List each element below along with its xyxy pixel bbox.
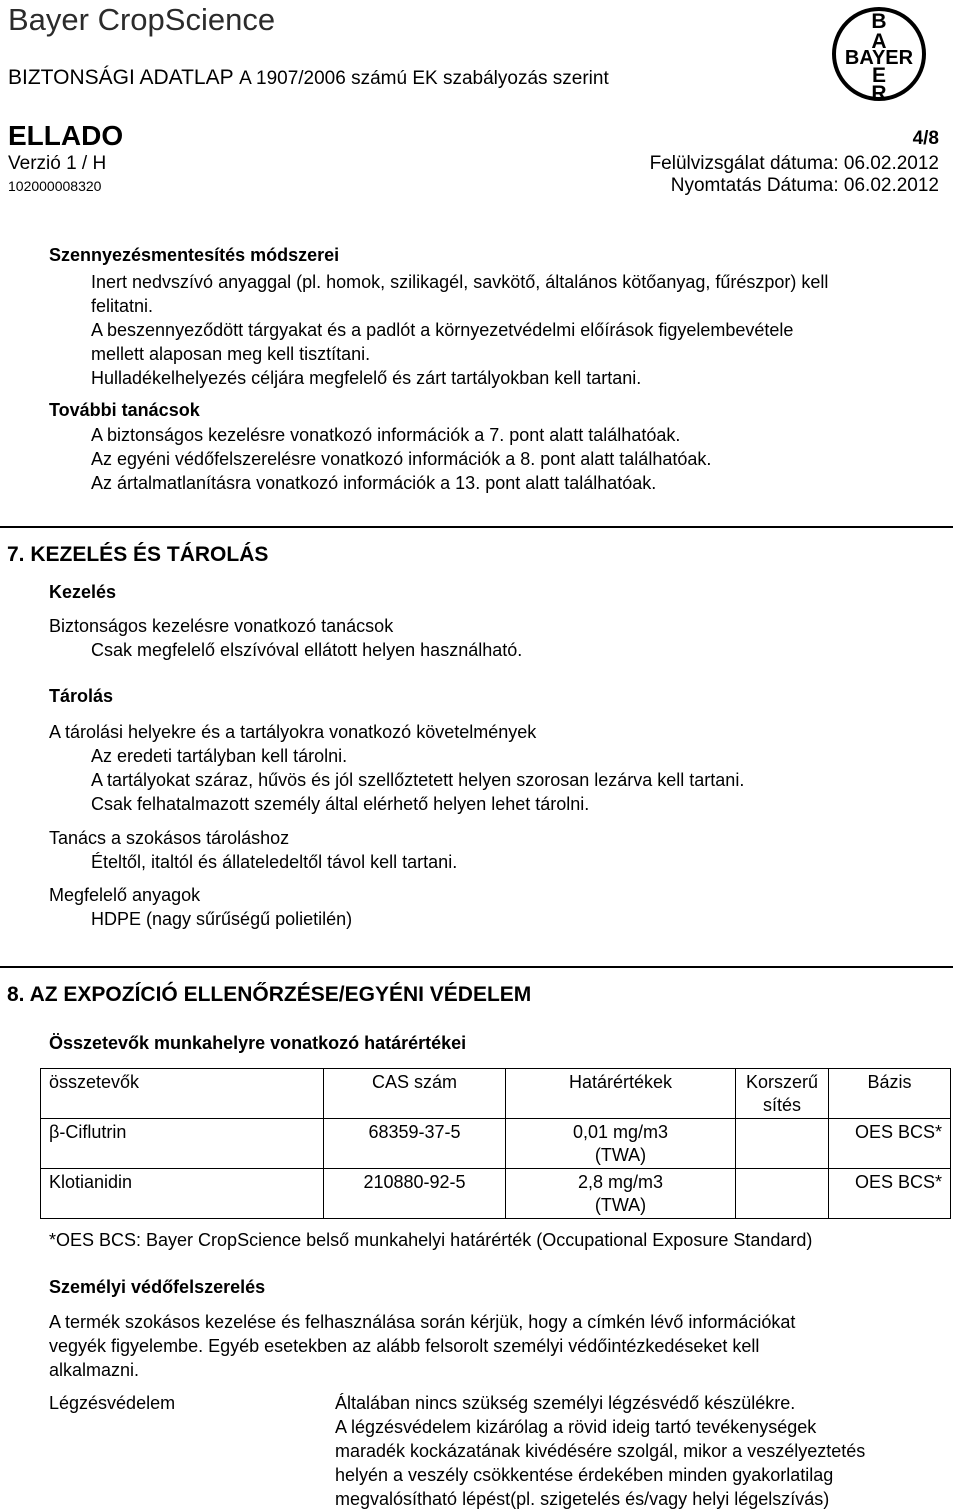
svg-text:B: B [871, 10, 887, 33]
materials-label: Megfelelő anyagok [49, 885, 201, 905]
cell-component: β-Ciflutrin [41, 1119, 324, 1169]
respiratory-line: helyén a veszély csökkentése érdekében minden gyakorlatilag [335, 1465, 834, 1485]
svg-text:E: E [871, 64, 887, 87]
exposure-limits-table [40, 1068, 951, 1219]
ppe-line: vegyék figyelembe. Egyéb esetekben az alább felsorolt személyi védőintézkedéseket kell [49, 1336, 760, 1356]
cell-limit-note: (TWA) [594, 1195, 647, 1215]
table-footnote: *OES BCS: Bayer CropScience belső munkahelyi határérték (Occupational Exposure Standard) [49, 1230, 813, 1250]
section-7-title: 7. KEZELÉS ÉS TÁROLÁS [7, 543, 269, 566]
respiratory-line: Általában nincs szükség személyi légzésvédő készülékre. [335, 1393, 796, 1413]
bayer-logo [831, 4, 953, 104]
table-header-row [41, 1069, 951, 1119]
svg-text:BAYER: BAYER [844, 47, 914, 69]
ppe-line: alkalmazni. [49, 1360, 140, 1380]
cell-basis: OES BCS* [829, 1169, 951, 1219]
cell-limit-note: (TWA) [594, 1145, 647, 1165]
respiratory-line: A légzésvédelem kizárólag a rövid ideig tartó tevékenységek [335, 1417, 817, 1437]
header-update-line1: Korszerű [745, 1072, 819, 1092]
materials-text: HDPE (nagy sűrűségű polietilén) [91, 909, 353, 929]
respiratory-line: megvalósítható lépést(pl. szigetelés és/vagy helyi légelszívás) [335, 1489, 830, 1509]
cell-limit-value: 2,8 mg/m3 [577, 1172, 664, 1192]
respiratory-line: maradék kockázatának kivédésére szolgál, mikor a veszélyeztetés [335, 1441, 866, 1461]
version: Verzió 1 / H [8, 153, 107, 174]
header-component: összetevők [41, 1069, 324, 1119]
sds-title: BIZTONSÁGI ADATLAP [8, 66, 234, 89]
regulation-text: A 1907/2006 számú EK szabályozás szerint [239, 68, 609, 89]
handling-heading: Kezelés [49, 582, 117, 602]
header-limits: Határértékek [506, 1069, 736, 1119]
cell-limit [506, 1119, 736, 1169]
cell-cas: 68359-37-5 [324, 1119, 506, 1169]
cell-update [736, 1119, 829, 1169]
cell-component: Klotianidin [41, 1169, 324, 1219]
document-number: 102000008320 [8, 178, 102, 194]
cell-basis: OES BCS* [829, 1119, 951, 1169]
cell-limit-value: 0,01 mg/m3 [572, 1122, 669, 1142]
table-row [41, 1169, 951, 1219]
cleanup-line: A beszennyeződött tárgyakat és a padlót a környezetvédelmi előírások figyelembevétele [91, 320, 794, 340]
cleanup-line: felitatni. [91, 296, 154, 316]
storage-requirements-label: A tárolási helyekre és a tartályokra vonatkozó követelmények [49, 722, 537, 742]
cleanup-line: Inert nedvszívó anyaggal (pl. homok, szilikagél, savkötő, általános kötőanyag, fűrészpor) kell [91, 272, 829, 292]
cleanup-heading: Szennyezésmentesítés módszerei [49, 245, 340, 265]
svg-text:R: R [871, 82, 887, 104]
advice-line: Az egyéni védőfelszerelésre vonatkozó információk a 8. pont alatt találhatóak. [91, 449, 712, 469]
common-storage-label: Tanács a szokásos tároláshoz [49, 828, 290, 848]
cell-update [736, 1169, 829, 1219]
svg-text:A: A [871, 30, 887, 53]
safe-handling-text: Csak megfelelő elszívóval ellátott helyen használható. [91, 640, 523, 660]
ppe-heading: Személyi védőfelszerelés [49, 1277, 266, 1297]
storage-requirement: A tartályokat száraz, hűvös és jól szellőztetett helyen szorosan lezárva kell tartani. [91, 770, 745, 790]
cleanup-line: Hulladékelhelyezés céljára megfelelő és zárt tartályokban kell tartani. [91, 368, 642, 388]
document-title [8, 66, 609, 90]
storage-requirement: Csak felhatalmazott személy által elérhető helyen lehet tárolni. [91, 794, 590, 814]
advice-line: Az ártalmatlanításra vonatkozó információk a 13. pont alatt találhatóak. [91, 473, 657, 493]
advice-heading: További tanácsok [49, 400, 200, 420]
section-8-title: 8. AZ EXPOZÍCIÓ ELLENŐRZÉSE/EGYÉNI VÉDELEM [7, 983, 532, 1006]
limits-heading: Összetevők munkahelyre vonatkozó határértékei [49, 1033, 467, 1053]
section-divider [0, 966, 953, 968]
ppe-line: A termék szokásos kezelése és felhasználása során kérjük, hogy a címkén lévő információkat [49, 1312, 796, 1332]
page-number: 4/8 [912, 128, 939, 149]
respiratory-label: Légzésvédelem [49, 1393, 176, 1413]
brand-name: Bayer CropScience [8, 2, 276, 37]
cleanup-line: mellett alaposan meg kell tisztítani. [91, 344, 371, 364]
revision-date: Felülvizsgálat dátuma: 06.02.2012 [649, 153, 939, 174]
table-row [41, 1119, 951, 1169]
storage-requirement: Az eredeti tartályban kell tárolni. [91, 746, 348, 766]
advice-line: A biztonságos kezelésre vonatkozó információk a 7. pont alatt találhatóak. [91, 425, 681, 445]
header-update [736, 1069, 829, 1119]
cell-limit [506, 1169, 736, 1219]
section-divider [0, 526, 953, 528]
storage-heading: Tárolás [49, 686, 114, 706]
header-cas: CAS szám [324, 1069, 506, 1119]
print-date: Nyomtatás Dátuma: 06.02.2012 [670, 175, 939, 196]
product-name: ELLADO [8, 120, 124, 151]
common-storage-text: Ételtől, italtól és állateledeltől távol kell tartani. [91, 852, 458, 872]
safe-handling-label: Biztonságos kezelésre vonatkozó tanácsok [49, 616, 394, 636]
header-basis: Bázis [829, 1069, 951, 1119]
header-update-line2: sítés [762, 1095, 801, 1115]
cell-cas: 210880-92-5 [324, 1169, 506, 1219]
